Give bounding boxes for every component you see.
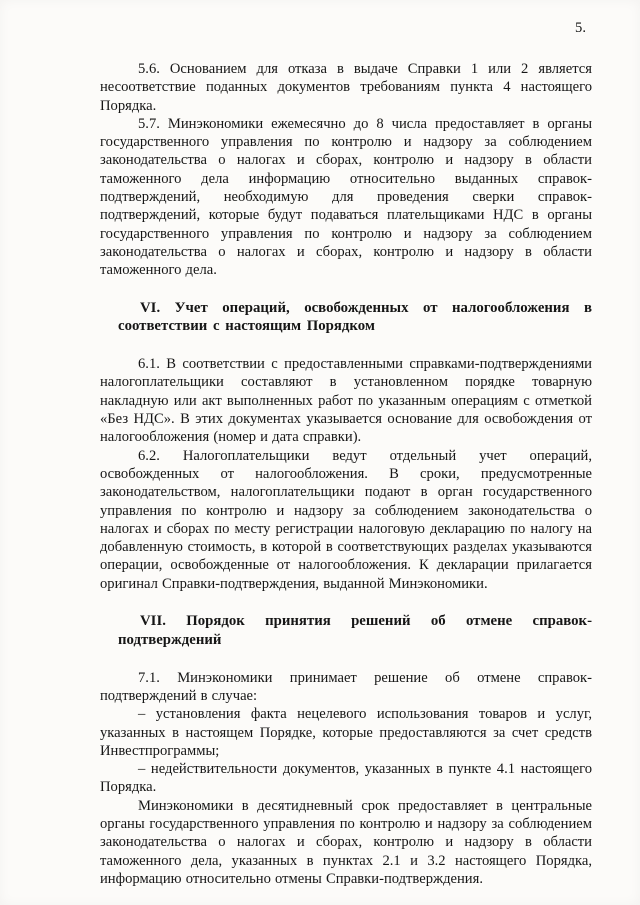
- paragraph-7-1-intro: 7.1. Минэкономики принимает решение об отмене справок-подтверждений в случае:: [100, 669, 592, 704]
- paragraph-6-1: 6.1. В соответствии с предоставленными справками-подтверждениями налогоплательщики составляют в установленном порядке товарную накладную или акт выполненных работ по указанным операциям с отметкой «Без НДС». В этих документах указывается основание для освобождения от налогообложения (номер и дата справки).: [100, 356, 592, 446]
- paragraph-7-2: Минэкономики в десятидневный срок предоставляет в центральные органы государственного управления по контролю и надзору за соблюдением законодательства о налогах и сборах, контролю и надзору в области таможенного дела, указанных в пунктах 2.1 и 3.2 настоящего Порядка, информацию относительно отмены Справки-подтверждения.: [100, 797, 592, 887]
- paragraph-5-6: 5.6. Основанием для отказа в выдаче Справки 1 или 2 является несоответствие поданных документов требованиям пункта 4 настоящего Порядка.: [100, 61, 592, 114]
- paragraph-5-7: 5.7. Минэкономики ежемесячно до 8 числа предоставляет в органы государственного управления по контролю и надзору за соблюдением законодательства о налогах и сборах, контролю и надзору в области таможенного дела информацию относительно выданных справок-подтверждений, необходимую для проведения сверки справок-подтверждений, которые будут подаваться плательщиками НДС в органы государственного управления по контролю и надзору за соблюдением законодательства о налогах и сборах, контролю и надзору в области таможенного дела.: [100, 115, 592, 279]
- list-item-invalid-documents: – недействительности документов, указанных в пункте 4.1 настоящего Порядка.: [100, 761, 592, 796]
- paragraph-6-2: 6.2. Налогоплательщики ведут отдельный учет операций, освобожденных от налогообложения. В сроки, предусмотренные законодательством, налогоплательщики подают в орган государственного управления по контролю и надзору за соблюдением законодательства о налогах и сборах по месту регистрации налоговую декларацию по налогу на добавленную стоимость, в которой в соответствующих разделах указываются операции, освобожденные от налогообложения. К декларации прилагается оригинал Справки-подтверждения, выданной Минэкономики.: [100, 447, 592, 592]
- document-body: [100, 60, 592, 888]
- page-number: 5.: [575, 20, 586, 36]
- list-item-misuse: – установления факта нецелевого использования товаров и услуг, указанных в настоящем Порядке, которые предоставляются за счет средств Инвестпрограммы;: [100, 706, 592, 759]
- section-heading-vii: VII. Порядок принятия решений об отмене справок-подтверждений: [118, 613, 592, 648]
- section-heading-vi: VI. Учет операций, освобожденных от налогообложения в соответствии с настоящим Порядком: [118, 299, 592, 335]
